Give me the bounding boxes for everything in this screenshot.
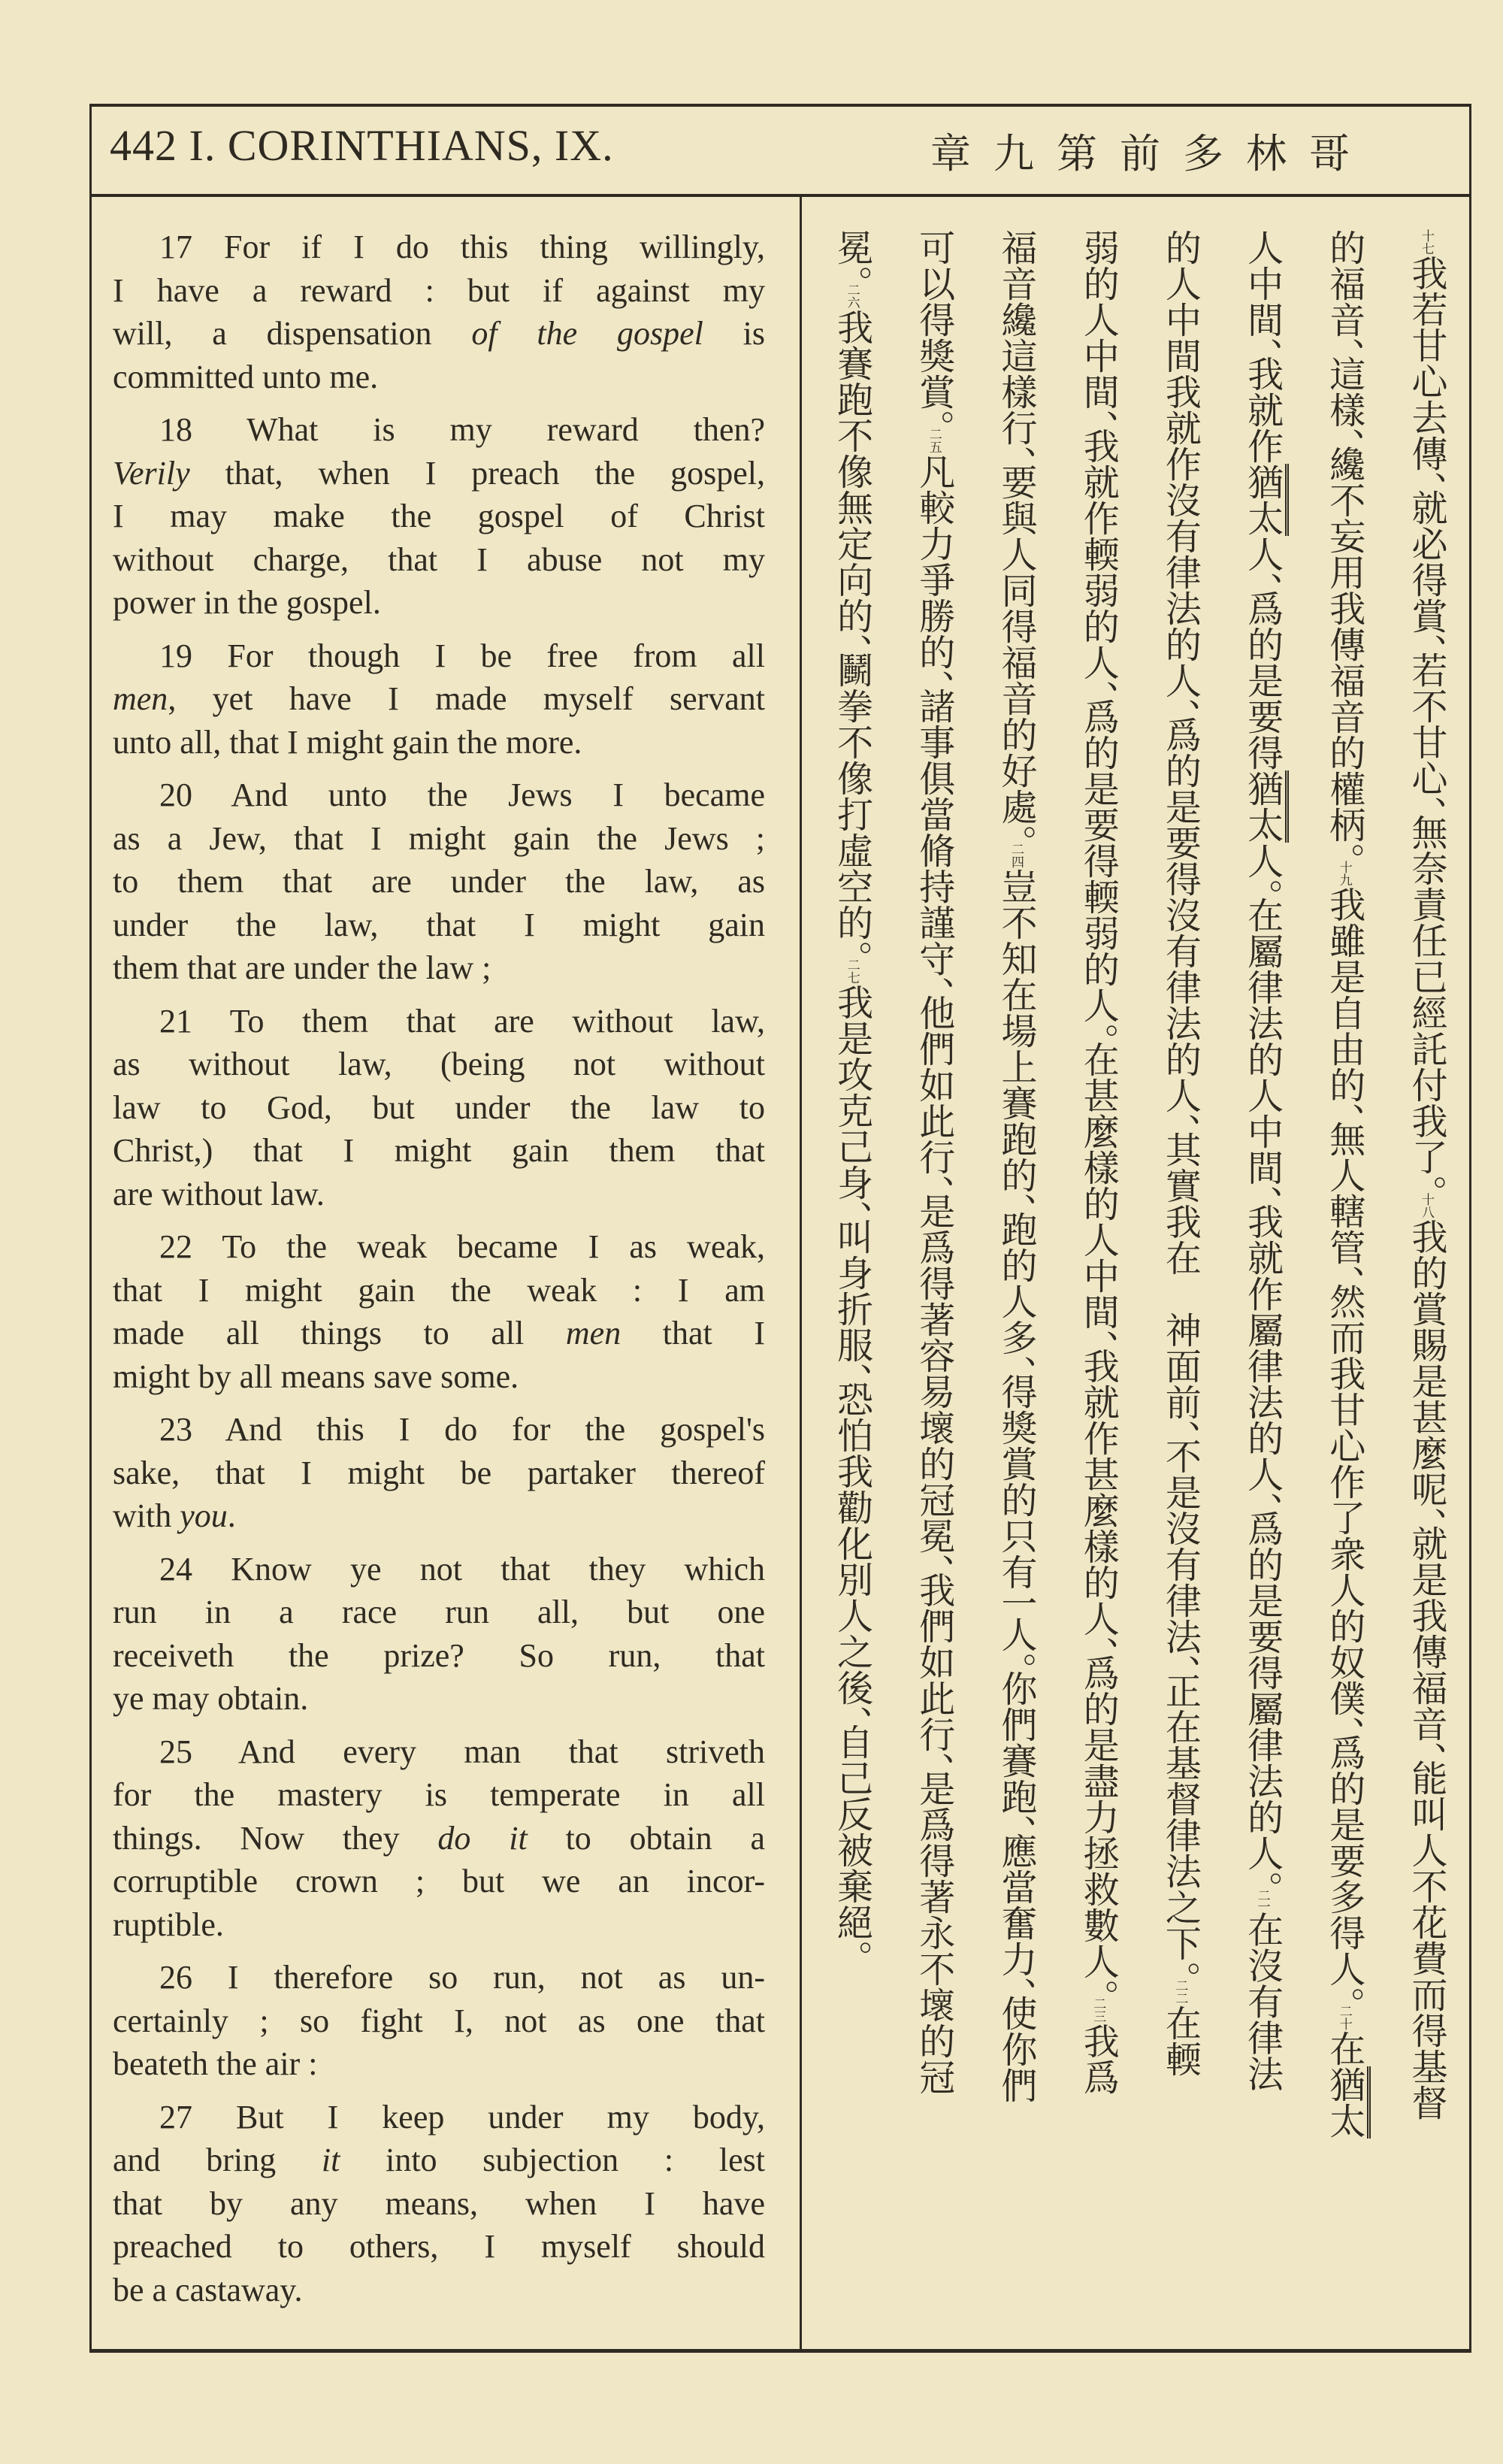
text-segment: to obtain a bbox=[527, 1819, 765, 1857]
verse bbox=[113, 408, 765, 625]
text-segment: to them that are under the law, as bbox=[113, 863, 765, 900]
verse bbox=[113, 634, 765, 764]
chinese-text-segment: 我的賞賜是甚麼呢、就是我傳福音、能叫人不花費而得基督 bbox=[1405, 1218, 1447, 2120]
chinese-text-segment: 在輭 bbox=[1159, 2005, 1202, 2077]
text-segment: 20 And unto the Jews I became bbox=[159, 776, 765, 813]
text-line bbox=[113, 1903, 765, 1947]
text-line bbox=[113, 356, 765, 399]
text-segment: . bbox=[227, 1497, 236, 1534]
chinese-title: 哥林多前第九章 bbox=[930, 130, 1372, 177]
chinese-text-segment: 的福音、這樣、纔不妄用我傳福音的權柄。 bbox=[1323, 229, 1365, 861]
italic-text: Verily bbox=[113, 454, 190, 492]
text-segment: , yet have I made myself servant bbox=[168, 680, 765, 717]
text-segment: into subjection : lest bbox=[340, 2142, 765, 2178]
text-line bbox=[113, 226, 765, 269]
verse bbox=[113, 1730, 765, 1947]
text-line bbox=[113, 1173, 765, 1216]
chinese-text-segment: 我爲 bbox=[1077, 2023, 1120, 2095]
chinese-column bbox=[1156, 229, 1204, 2334]
verse-number: 二一 bbox=[1254, 1889, 1270, 1912]
chinese-text-segment: 人、爲的是要得 bbox=[1241, 536, 1284, 770]
text-line bbox=[113, 1634, 765, 1678]
text-line bbox=[113, 269, 765, 313]
text-line bbox=[113, 2042, 765, 2086]
text-line bbox=[113, 1956, 765, 1999]
text-segment: 25 And every man that striveth bbox=[159, 1733, 765, 1770]
verse bbox=[113, 773, 765, 990]
text-line bbox=[113, 1591, 765, 1634]
text-segment: Christ,) that I might gain them that bbox=[113, 1132, 765, 1169]
text-segment: made all things to all bbox=[113, 1315, 566, 1352]
chinese-text-segment: 我賽跑不像無定向的、鬭拳不像打虛空的。 bbox=[830, 309, 873, 958]
chinese-column bbox=[1320, 229, 1368, 2334]
chinese-text-segment: 人。在屬律法的人中間、我就作屬律法的人、爲的是要得屬律法的人。 bbox=[1241, 843, 1284, 1889]
chinese-text-segment: 在沒有律法 bbox=[1241, 1911, 1284, 2092]
chinese-text-segment: 我是攻克己身、叫身折服、恐怕我勸化別人之後、自己反被棄絕。 bbox=[830, 984, 873, 1958]
text-segment: as without law, (being not without bbox=[113, 1046, 765, 1082]
right-border bbox=[1469, 104, 1471, 2353]
text-segment: that, when I preach the gospel, bbox=[189, 454, 765, 492]
text-segment: that I might gain the weak : I am bbox=[113, 1271, 765, 1309]
text-line bbox=[113, 452, 765, 495]
chinese-column bbox=[1238, 229, 1287, 2334]
text-line bbox=[113, 2096, 765, 2139]
text-line bbox=[113, 1451, 765, 1495]
italic-text: men bbox=[565, 1315, 621, 1352]
text-line bbox=[113, 1225, 765, 1269]
text-segment: 23 And this I do for the gospel's bbox=[159, 1411, 765, 1448]
english-text-column bbox=[113, 226, 765, 2321]
text-segment: for the mastery is temperate in all bbox=[113, 1776, 765, 1813]
verse-number: 十八 bbox=[1419, 1193, 1434, 1218]
text-line bbox=[113, 538, 765, 582]
text-line bbox=[113, 1860, 765, 1903]
text-segment: are without law. bbox=[113, 1175, 325, 1212]
chinese-column bbox=[992, 229, 1040, 2334]
text-segment: sake, that I might be partaker thereof bbox=[113, 1454, 765, 1491]
text-segment: things. Now they bbox=[113, 1819, 438, 1857]
text-segment: corruptible crown ; but we an incor- bbox=[113, 1863, 765, 1899]
text-segment: beateth the air : bbox=[113, 2045, 318, 2082]
text-line bbox=[113, 721, 765, 764]
text-segment: 21 To them that are without law, bbox=[159, 1002, 765, 1040]
verse-number: 二六 bbox=[844, 283, 860, 309]
left-border bbox=[89, 104, 92, 2353]
header-rule bbox=[90, 194, 1471, 197]
text-segment: will, a dispensation bbox=[113, 315, 472, 352]
bottom-rule bbox=[90, 2349, 1471, 2353]
text-segment: power in the gospel. bbox=[113, 584, 381, 621]
text-segment: under the law, that I might gain bbox=[113, 906, 765, 943]
verse-number: 二四 bbox=[1009, 843, 1024, 868]
chinese-text-segment: 可以得獎賞。 bbox=[912, 229, 955, 428]
italic-text: do it bbox=[437, 1819, 528, 1857]
verse bbox=[113, 1548, 765, 1721]
text-line bbox=[113, 1548, 765, 1591]
text-segment: might by all means save some. bbox=[113, 1358, 519, 1395]
running-head: 442 I. CORINTHIANS, IX. bbox=[110, 121, 614, 170]
text-line bbox=[113, 2139, 765, 2182]
verse-number: 二三 bbox=[1090, 1997, 1106, 2023]
verse-number: 十七 bbox=[1419, 229, 1434, 255]
text-line bbox=[113, 2182, 765, 2226]
proper-name-mark: 猶太 bbox=[1241, 770, 1289, 843]
italic-text: of the gospel bbox=[471, 315, 703, 352]
chinese-column bbox=[828, 229, 876, 2334]
text-segment: them that are under the law ; bbox=[113, 949, 491, 986]
verse-number: 二七 bbox=[844, 958, 860, 984]
proper-name-mark: 猶太 bbox=[1241, 464, 1289, 536]
text-line bbox=[113, 312, 765, 356]
text-segment: I may make the gospel of Christ bbox=[113, 498, 765, 534]
text-segment: law to God, but under the law to bbox=[113, 1088, 765, 1126]
italic-text: you bbox=[180, 1497, 228, 1534]
verse-number: 二五 bbox=[926, 428, 942, 453]
text-line bbox=[113, 904, 765, 947]
chinese-text-segment: 人中間、我就作 bbox=[1241, 229, 1284, 464]
verse bbox=[113, 1408, 765, 1538]
chinese-column bbox=[910, 229, 958, 2334]
text-line bbox=[113, 1999, 765, 2043]
italic-text: men bbox=[113, 680, 168, 717]
text-line bbox=[113, 677, 765, 721]
text-segment: I have a reward : but if against my bbox=[113, 271, 765, 309]
chinese-text-segment: 我若甘心去傳、就必得賞、若不甘心、無奈責任已經託付我了。 bbox=[1405, 255, 1447, 1193]
text-segment: and bring bbox=[113, 2142, 322, 2178]
text-line bbox=[113, 1773, 765, 1817]
text-segment: committed unto me. bbox=[113, 358, 379, 395]
verse bbox=[113, 1225, 765, 1398]
text-segment: 19 For though I be free from all bbox=[159, 637, 765, 674]
chinese-text-segment: 在 bbox=[1323, 2030, 1365, 2066]
chinese-column bbox=[1074, 229, 1122, 2334]
text-segment: 27 But I keep under my body, bbox=[159, 2098, 765, 2136]
text-line bbox=[113, 2225, 765, 2269]
text-line bbox=[113, 1677, 765, 1721]
text-line bbox=[113, 1129, 765, 1173]
text-segment: be a castaway. bbox=[113, 2271, 303, 2308]
chinese-text-segment: 的人中間我就作沒有律法的人、爲的是要得沒有律法的人、其實我在 神面前、不是沒有律法、正在基督律法之下。 bbox=[1159, 229, 1202, 1979]
chinese-text-segment: 凡較力爭勝的、諸事俱當脩持謹守、他們如此行、是爲得著容易壞的冠冕、我們如此行、是爲得著永不壞的冠 bbox=[912, 453, 955, 2095]
text-line bbox=[113, 1312, 765, 1355]
text-segment: ye may obtain. bbox=[113, 1680, 309, 1717]
text-line bbox=[113, 1000, 765, 1043]
top-rule bbox=[90, 104, 1471, 107]
text-segment: receiveth the prize? So run, that bbox=[113, 1636, 765, 1674]
chinese-text-segment: 豈不知在場上賽跑的、跑的人多、得獎賞的只有一人。你們賽跑、應當奮力、使你們 bbox=[995, 868, 1037, 2103]
text-line bbox=[113, 1269, 765, 1312]
chinese-column bbox=[1402, 229, 1450, 2334]
text-segment: 24 Know ye not that they which bbox=[159, 1550, 765, 1588]
text-segment: is bbox=[703, 315, 765, 352]
text-line bbox=[113, 634, 765, 678]
text-line bbox=[113, 495, 765, 538]
chinese-text-segment: 弱的人中間、我就作輭弱的人、爲的是要得輭弱的人。在甚麼樣的人中間、我就作甚麼樣的人、爲的是盡力拯救數人。 bbox=[1077, 229, 1120, 1997]
text-line bbox=[113, 1817, 765, 1860]
italic-text: it bbox=[321, 2142, 340, 2178]
text-segment: 22 To the weak became I as weak, bbox=[159, 1228, 765, 1265]
text-segment: as a Jew, that I might gain the Jews ; bbox=[113, 819, 765, 857]
text-line bbox=[113, 581, 765, 625]
verse-number: 二十 bbox=[1336, 2005, 1352, 2030]
verse bbox=[113, 1000, 765, 1216]
text-line bbox=[113, 817, 765, 861]
text-segment: run in a race run all, but one bbox=[113, 1594, 765, 1630]
verse bbox=[113, 1956, 765, 2086]
text-segment: without charge, that I abuse not my bbox=[113, 540, 765, 578]
verse bbox=[113, 226, 765, 398]
text-segment: that by any means, when I have bbox=[113, 2184, 765, 2222]
proper-name-mark: 猶太 bbox=[1323, 2066, 1371, 2139]
text-line bbox=[113, 860, 765, 904]
text-line bbox=[113, 1043, 765, 1086]
text-segment: certainly ; so fight I, not as one that bbox=[113, 2002, 765, 2039]
text-segment: 26 I therefore so run, not as un- bbox=[159, 1959, 765, 1996]
text-line bbox=[113, 1355, 765, 1399]
text-segment: that I bbox=[621, 1315, 765, 1352]
text-segment: ruptible. bbox=[113, 1906, 224, 1943]
text-line bbox=[113, 1730, 765, 1774]
verse-number: 二二 bbox=[1172, 1979, 1188, 2005]
text-line bbox=[113, 1408, 765, 1451]
text-segment: 18 What is my reward then? bbox=[159, 411, 765, 448]
text-segment: with bbox=[113, 1497, 180, 1534]
chinese-text-segment: 福音纔這樣行、要與人同得福音的好處。 bbox=[995, 229, 1037, 843]
verse bbox=[113, 2096, 765, 2312]
text-line bbox=[113, 1494, 765, 1538]
text-line bbox=[113, 773, 765, 817]
text-segment: preached to others, I myself should bbox=[113, 2228, 765, 2265]
chinese-text-segment: 我雖是自由的、無人轄管、然而我甘心作了衆人的奴僕、爲的是要多得人。 bbox=[1323, 886, 1365, 2005]
text-segment: 17 For if I do this thing willingly, bbox=[159, 229, 765, 265]
verse-number: 十九 bbox=[1336, 861, 1352, 886]
text-line bbox=[113, 1086, 765, 1130]
text-line bbox=[113, 408, 765, 452]
text-line bbox=[113, 946, 765, 990]
chinese-text-segment: 冕。 bbox=[830, 229, 873, 283]
text-line bbox=[113, 2269, 765, 2312]
column-divider bbox=[800, 195, 802, 2351]
text-segment: unto all, that I might gain the more. bbox=[113, 723, 582, 761]
